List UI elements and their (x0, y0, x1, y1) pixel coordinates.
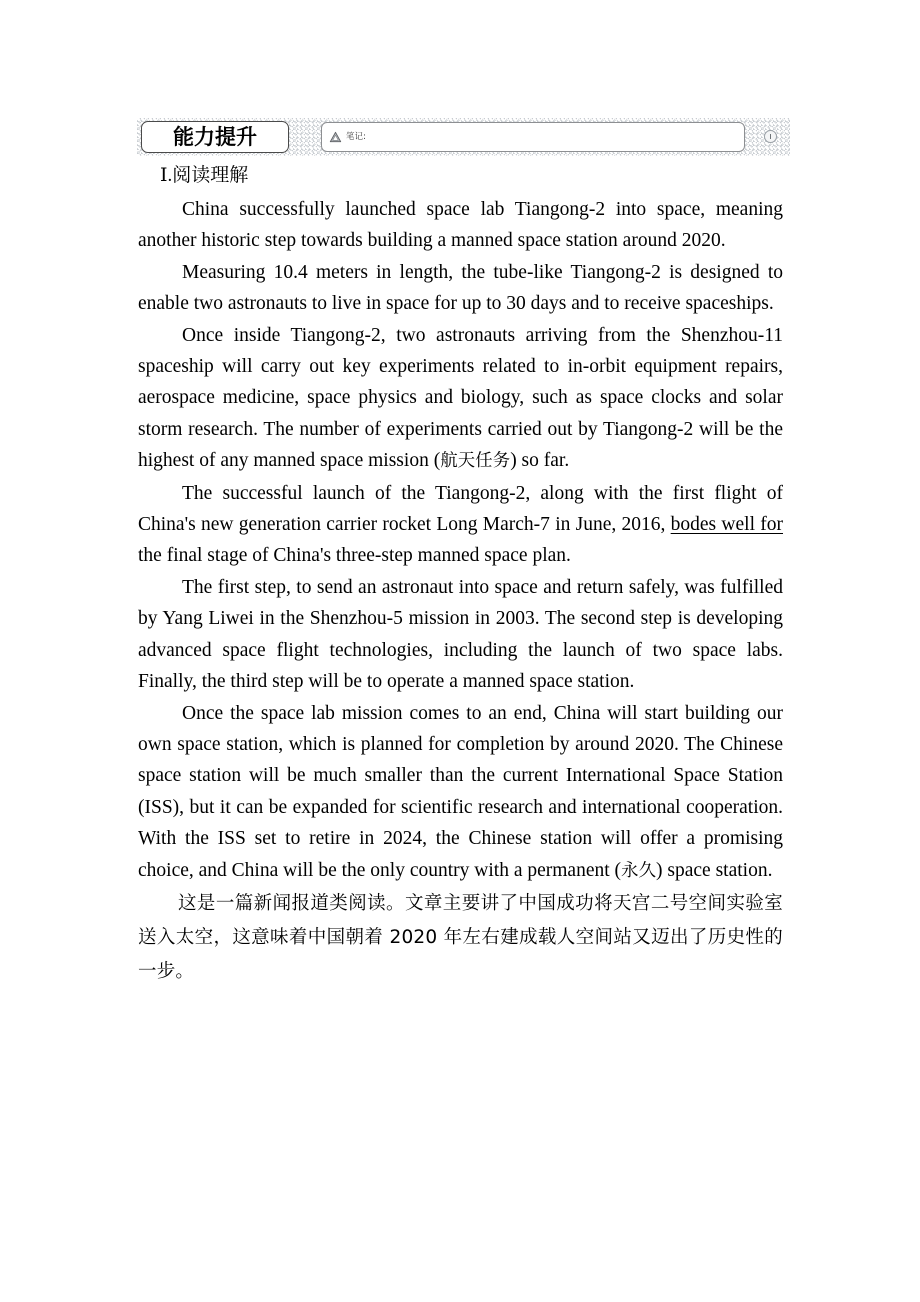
passage-summary-paragraph: 这是一篇新闻报道类阅读。文章主要讲了中国成功将天宫二号空间实验室送入太空，这意味着中国朝着 2020 年左右建成载人空间站又迈出了历史性的一步。 (138, 892, 783, 982)
paragraph-text-after: ) so far. (510, 450, 570, 472)
passage-paragraph: China successfully launched space lab Tiangong-2 into space, meaning another historic step towards building a manned space station around 2020. (138, 199, 783, 252)
circle-handle-icon[interactable] (764, 130, 777, 143)
paragraph-text-after: the final stage of China's three-step manned space plan. (138, 545, 571, 567)
paragraph-text-after: ) space station. (656, 859, 773, 881)
passage-paragraph (138, 478, 783, 572)
passage-paragraph: Measuring 10.4 meters in length, the tube-like Tiangong-2 is designed to enable two astronauts to live in space for up to 30 days and to receive spaceships. (138, 261, 783, 315)
note-input-field[interactable] (321, 122, 745, 152)
note-triangle-icon (329, 131, 342, 144)
paragraph-text-before: Once the space lab mission comes to an end, China will start building our own space station, which is planned for completion by around 2020. The Chinese space station will be much smaller than the current International Space Station (ISS), but it can be expanded for scientific research and international cooperation. With the ISS set to retire in 2024, the Chinese station will offer a promising choice, and China will be the only country with a permanent ( (138, 702, 783, 881)
passage-paragraph (138, 320, 783, 478)
passage-paragraph: The first step, to send an astronaut into space and return safely, was fulfilled by Yang Liwei in the Shenzhou-5 mission in 2003. The second step is developing advanced space flight technologies, including the launch of two space labs. Finally, the third step will be to operate a manned space station. (138, 576, 783, 693)
note-field-label: 笔记: (346, 131, 366, 142)
section-title-label: 能力提升 (173, 124, 257, 149)
question-section-heading: Ⅰ.阅读理解 (160, 165, 249, 186)
paragraph-text-before: The successful launch of the Tiangong-2, along with the first flight of China's new generation carrier rocket Long March-7 in June, 2016, (138, 482, 783, 536)
reading-passage (138, 160, 783, 989)
chinese-gloss: 永久 (621, 860, 657, 881)
paragraph-text-before: Once inside Tiangong-2, two astronauts arriving from the Shenzhou-11 spaceship will carry out key experiments related to in-orbit equipment repairs, aerospace medicine, space physics and biology, such as space clocks and solar storm research. The number of experiments carried out by Tiangong-2 will be the highest of any manned space mission ( (138, 324, 783, 472)
passage-paragraph (138, 698, 783, 887)
section-header-band (137, 118, 790, 156)
section-title-chip (141, 121, 289, 153)
underlined-phrase: bodes well for (670, 514, 783, 536)
chinese-gloss: 航天任务 (440, 451, 511, 472)
